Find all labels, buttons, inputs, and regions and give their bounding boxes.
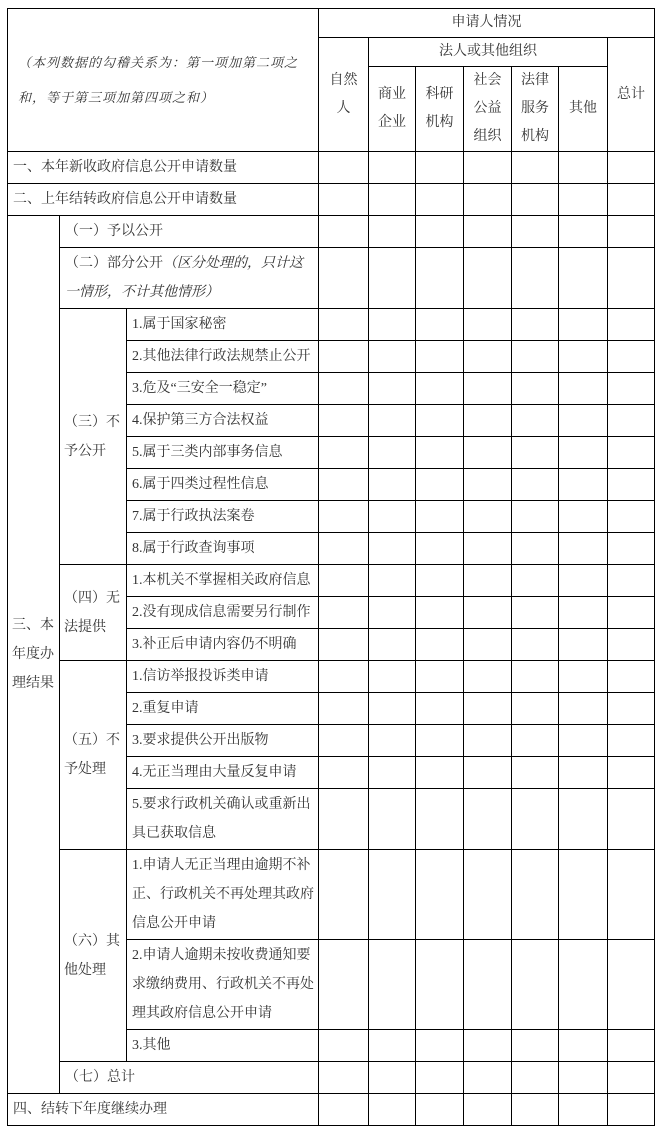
info-disclosure-table bbox=[7, 8, 655, 1126]
org-subtype-header-commercial: 商业企业 bbox=[369, 67, 416, 152]
data-cell bbox=[416, 501, 464, 533]
data-cell bbox=[608, 469, 655, 501]
data-cell bbox=[416, 565, 464, 597]
data-cell bbox=[416, 850, 464, 940]
data-cell bbox=[464, 533, 512, 565]
table-row bbox=[8, 850, 655, 940]
data-cell bbox=[512, 533, 559, 565]
data-cell bbox=[512, 469, 559, 501]
data-cell bbox=[608, 309, 655, 341]
data-cell bbox=[512, 629, 559, 661]
partial-label: （二）部分公开 bbox=[65, 256, 163, 271]
not-processed-item: 3.要求提供公开出版物 bbox=[127, 725, 319, 757]
data-cell bbox=[464, 789, 512, 850]
data-cell bbox=[512, 850, 559, 940]
org-subtype-header-research: 科研机构 bbox=[416, 67, 464, 152]
data-cell bbox=[512, 184, 559, 216]
data-cell bbox=[369, 216, 416, 248]
data-cell bbox=[319, 789, 369, 850]
data-cell bbox=[416, 725, 464, 757]
table-row bbox=[8, 216, 655, 248]
data-cell bbox=[319, 309, 369, 341]
data-cell bbox=[512, 597, 559, 629]
header-row bbox=[8, 9, 655, 38]
data-cell bbox=[559, 850, 608, 940]
refused-item: 7.属于行政执法案卷 bbox=[127, 501, 319, 533]
not-processed-item: 5.要求行政机关确认或重新出具已获取信息 bbox=[127, 789, 319, 850]
not-processed-item: 2.重复申请 bbox=[127, 693, 319, 725]
org-subtype-header-legal-service: 法律服务机构 bbox=[512, 67, 559, 152]
row-label-subtotal: （七）总计 bbox=[60, 1062, 319, 1094]
table-row bbox=[8, 661, 655, 693]
data-cell bbox=[608, 1094, 655, 1126]
data-cell bbox=[319, 152, 369, 184]
data-cell bbox=[464, 661, 512, 693]
legal-org-header: 法人或其他组织 bbox=[369, 38, 608, 67]
data-cell bbox=[559, 661, 608, 693]
data-cell bbox=[559, 152, 608, 184]
data-cell bbox=[319, 248, 369, 309]
data-cell bbox=[559, 373, 608, 405]
data-cell bbox=[559, 565, 608, 597]
data-cell bbox=[369, 248, 416, 309]
data-cell bbox=[559, 597, 608, 629]
data-cell bbox=[416, 629, 464, 661]
data-cell bbox=[608, 1030, 655, 1062]
data-cell bbox=[319, 940, 369, 1030]
data-cell bbox=[319, 850, 369, 940]
data-cell bbox=[416, 597, 464, 629]
data-cell bbox=[369, 789, 416, 850]
data-cell bbox=[416, 309, 464, 341]
data-cell bbox=[464, 940, 512, 1030]
data-cell bbox=[464, 1062, 512, 1094]
data-cell bbox=[319, 1094, 369, 1126]
data-cell bbox=[464, 597, 512, 629]
data-cell bbox=[416, 1094, 464, 1126]
data-cell bbox=[319, 693, 369, 725]
data-cell bbox=[319, 405, 369, 437]
data-cell bbox=[512, 757, 559, 789]
data-cell bbox=[464, 437, 512, 469]
data-cell bbox=[464, 152, 512, 184]
data-cell bbox=[608, 757, 655, 789]
org-subtype-header-other: 其他 bbox=[559, 67, 608, 152]
data-cell bbox=[559, 501, 608, 533]
data-cell bbox=[369, 940, 416, 1030]
data-cell bbox=[319, 597, 369, 629]
data-cell bbox=[416, 152, 464, 184]
data-cell bbox=[512, 248, 559, 309]
data-cell bbox=[464, 725, 512, 757]
data-cell bbox=[369, 1030, 416, 1062]
table-row bbox=[8, 1094, 655, 1126]
data-cell bbox=[369, 373, 416, 405]
data-cell bbox=[608, 152, 655, 184]
row-label-carried-next: 四、结转下年度继续办理 bbox=[8, 1094, 319, 1126]
data-cell bbox=[369, 533, 416, 565]
refused-item: 4.保护第三方合法权益 bbox=[127, 405, 319, 437]
data-cell bbox=[464, 629, 512, 661]
data-cell bbox=[369, 725, 416, 757]
data-cell bbox=[608, 405, 655, 437]
data-cell bbox=[464, 405, 512, 437]
data-cell bbox=[512, 940, 559, 1030]
table-note: （本列数据的勾稽关系为：第一项加第二项之和，等于第三项加第四项之和） bbox=[8, 9, 319, 152]
other-handling-item: 3.其他 bbox=[127, 1030, 319, 1062]
data-cell bbox=[416, 757, 464, 789]
data-cell bbox=[369, 565, 416, 597]
data-cell bbox=[369, 309, 416, 341]
data-cell bbox=[416, 341, 464, 373]
org-subtype-header-public-welfare: 社会公益组织 bbox=[464, 67, 512, 152]
refused-item: 1.属于国家秘密 bbox=[127, 309, 319, 341]
data-cell bbox=[559, 1030, 608, 1062]
data-cell bbox=[369, 757, 416, 789]
data-cell bbox=[559, 405, 608, 437]
data-cell bbox=[319, 184, 369, 216]
data-cell bbox=[559, 184, 608, 216]
data-cell bbox=[464, 757, 512, 789]
data-cell bbox=[608, 597, 655, 629]
applicant-status-header: 申请人情况 bbox=[319, 9, 655, 38]
data-cell bbox=[559, 1094, 608, 1126]
data-cell bbox=[416, 216, 464, 248]
group-label-unable: （四）无法提供 bbox=[60, 565, 127, 661]
data-cell bbox=[512, 216, 559, 248]
data-cell bbox=[608, 789, 655, 850]
data-cell bbox=[416, 437, 464, 469]
natural-person-header: 自然人 bbox=[319, 38, 369, 152]
data-cell bbox=[512, 565, 559, 597]
refused-item: 2.其他法律行政法规禁止公开 bbox=[127, 341, 319, 373]
total-header: 总计 bbox=[608, 38, 655, 152]
data-cell bbox=[369, 693, 416, 725]
data-cell bbox=[369, 501, 416, 533]
partial-note: （区分处理的，只计这一情形，不计其他情形） bbox=[65, 256, 303, 300]
data-cell bbox=[464, 373, 512, 405]
data-cell bbox=[512, 341, 559, 373]
data-cell bbox=[512, 309, 559, 341]
data-cell bbox=[464, 1030, 512, 1062]
not-processed-item: 4.无正当理由大量反复申请 bbox=[127, 757, 319, 789]
data-cell bbox=[512, 152, 559, 184]
data-cell bbox=[559, 437, 608, 469]
data-cell bbox=[559, 940, 608, 1030]
data-cell bbox=[512, 1030, 559, 1062]
not-processed-item: 1.信访举报投诉类申请 bbox=[127, 661, 319, 693]
unable-item: 2.没有现成信息需要另行制作 bbox=[127, 597, 319, 629]
data-cell bbox=[559, 1062, 608, 1094]
data-cell bbox=[369, 661, 416, 693]
data-cell bbox=[512, 405, 559, 437]
data-cell bbox=[369, 1062, 416, 1094]
data-cell bbox=[319, 341, 369, 373]
data-cell bbox=[369, 629, 416, 661]
data-cell bbox=[512, 725, 559, 757]
data-cell bbox=[319, 469, 369, 501]
data-cell bbox=[369, 437, 416, 469]
table-row bbox=[8, 309, 655, 341]
data-cell bbox=[319, 629, 369, 661]
table-row bbox=[8, 248, 655, 309]
data-cell bbox=[416, 693, 464, 725]
data-cell bbox=[369, 341, 416, 373]
other-handling-item: 1.申请人无正当理由逾期不补正、行政机关不再处理其政府信息公开申请 bbox=[127, 850, 319, 940]
data-cell bbox=[464, 1094, 512, 1126]
data-cell bbox=[319, 725, 369, 757]
data-cell bbox=[464, 184, 512, 216]
data-cell bbox=[369, 469, 416, 501]
data-cell bbox=[512, 373, 559, 405]
data-cell bbox=[608, 341, 655, 373]
data-cell bbox=[559, 629, 608, 661]
section-annual-results-label: 三、本年度办理结果 bbox=[8, 216, 60, 1094]
data-cell bbox=[608, 940, 655, 1030]
data-cell bbox=[369, 405, 416, 437]
data-cell bbox=[416, 405, 464, 437]
data-cell bbox=[464, 850, 512, 940]
data-cell bbox=[608, 248, 655, 309]
data-cell bbox=[608, 693, 655, 725]
data-cell bbox=[512, 661, 559, 693]
data-cell bbox=[608, 725, 655, 757]
other-handling-item: 2.申请人逾期未按收费通知要求缴纳费用、行政机关不再处理其政府信息公开申请 bbox=[127, 940, 319, 1030]
data-cell bbox=[464, 216, 512, 248]
data-cell bbox=[464, 693, 512, 725]
data-cell bbox=[369, 152, 416, 184]
data-cell bbox=[512, 437, 559, 469]
data-cell bbox=[416, 533, 464, 565]
data-cell bbox=[512, 1094, 559, 1126]
data-cell bbox=[464, 469, 512, 501]
data-cell bbox=[512, 693, 559, 725]
data-cell bbox=[416, 661, 464, 693]
data-cell bbox=[416, 184, 464, 216]
refused-item: 6.属于四类过程性信息 bbox=[127, 469, 319, 501]
data-cell bbox=[464, 565, 512, 597]
data-cell bbox=[559, 469, 608, 501]
data-cell bbox=[319, 437, 369, 469]
data-cell bbox=[319, 533, 369, 565]
group-label-other-handling: （六）其他处理 bbox=[60, 850, 127, 1062]
data-cell bbox=[608, 629, 655, 661]
data-cell bbox=[319, 757, 369, 789]
refused-item: 3.危及“三安全一稳定” bbox=[127, 373, 319, 405]
unable-item: 3.补正后申请内容仍不明确 bbox=[127, 629, 319, 661]
data-cell bbox=[608, 437, 655, 469]
data-cell bbox=[319, 565, 369, 597]
data-cell bbox=[559, 248, 608, 309]
data-cell bbox=[416, 940, 464, 1030]
data-cell bbox=[559, 533, 608, 565]
row-label-partial bbox=[60, 248, 319, 309]
data-cell bbox=[559, 693, 608, 725]
row-label-new-received: 一、本年新收政府信息公开申请数量 bbox=[8, 152, 319, 184]
data-cell bbox=[319, 216, 369, 248]
data-cell bbox=[369, 850, 416, 940]
refused-item: 5.属于三类内部事务信息 bbox=[127, 437, 319, 469]
data-cell bbox=[608, 661, 655, 693]
data-cell bbox=[559, 309, 608, 341]
table-row bbox=[8, 152, 655, 184]
refused-item: 8.属于行政查询事项 bbox=[127, 533, 319, 565]
data-cell bbox=[608, 1062, 655, 1094]
table-row bbox=[8, 184, 655, 216]
data-cell bbox=[416, 469, 464, 501]
group-label-refused: （三）不予公开 bbox=[60, 309, 127, 565]
unable-item: 1.本机关不掌握相关政府信息 bbox=[127, 565, 319, 597]
data-cell bbox=[319, 373, 369, 405]
data-cell bbox=[416, 1062, 464, 1094]
data-cell bbox=[416, 1030, 464, 1062]
data-cell bbox=[416, 248, 464, 309]
data-cell bbox=[416, 373, 464, 405]
data-cell bbox=[464, 309, 512, 341]
data-cell bbox=[464, 501, 512, 533]
group-label-not-processed: （五）不予处理 bbox=[60, 661, 127, 850]
data-cell bbox=[608, 184, 655, 216]
data-cell bbox=[464, 341, 512, 373]
row-label-carried-over: 二、上年结转政府信息公开申请数量 bbox=[8, 184, 319, 216]
data-cell bbox=[559, 757, 608, 789]
data-cell bbox=[608, 565, 655, 597]
data-cell bbox=[319, 1030, 369, 1062]
data-cell bbox=[559, 725, 608, 757]
data-cell bbox=[319, 661, 369, 693]
data-cell bbox=[608, 501, 655, 533]
data-cell bbox=[369, 184, 416, 216]
data-cell bbox=[559, 789, 608, 850]
data-cell bbox=[512, 501, 559, 533]
data-cell bbox=[512, 789, 559, 850]
data-cell bbox=[512, 1062, 559, 1094]
data-cell bbox=[559, 216, 608, 248]
data-cell bbox=[608, 850, 655, 940]
data-cell bbox=[369, 597, 416, 629]
table-row bbox=[8, 1062, 655, 1094]
data-cell bbox=[559, 341, 608, 373]
data-cell bbox=[319, 501, 369, 533]
data-cell bbox=[608, 373, 655, 405]
data-cell bbox=[369, 1094, 416, 1126]
row-label-granted: （一）予以公开 bbox=[60, 216, 319, 248]
table-row bbox=[8, 565, 655, 597]
data-cell bbox=[416, 789, 464, 850]
data-cell bbox=[464, 248, 512, 309]
data-cell bbox=[608, 533, 655, 565]
data-cell bbox=[608, 216, 655, 248]
data-cell bbox=[319, 1062, 369, 1094]
